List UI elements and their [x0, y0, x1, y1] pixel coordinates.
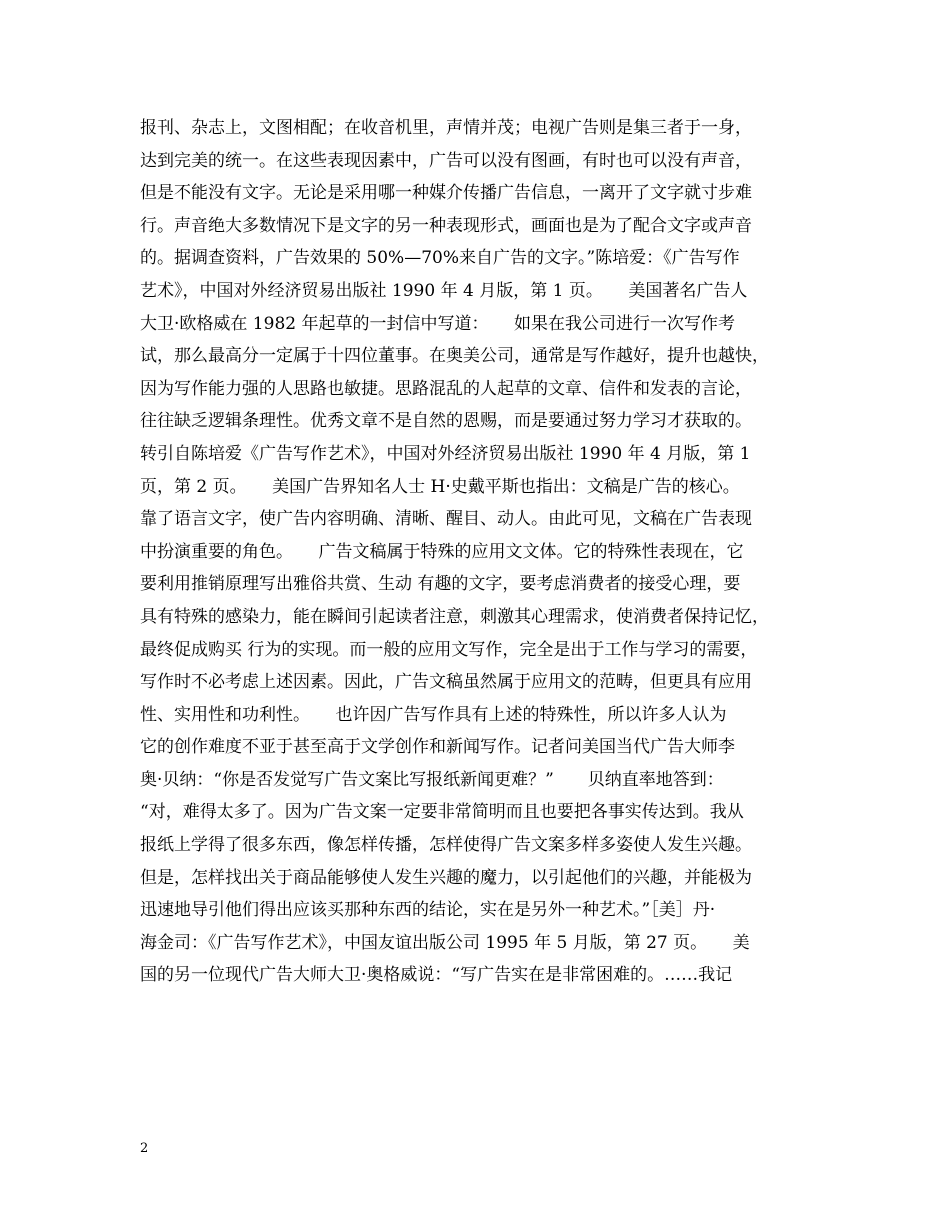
text-line: 艺术》，中国对外经济贸易出版社 1990 年 4 月版，第 1 页。 美国著名广告人: [140, 280, 748, 301]
text-line: 海金司：《广告写作艺术》，中国友谊出版公司 1995 年 5 月版，第 27 页。 美: [140, 932, 750, 953]
text-line: 但是，怎样找出关于商品能够使人发生兴趣的魔力，以引起他们的兴趣，并能极为: [140, 867, 752, 888]
text-line: 国的另一位现代广告大师大卫·奥格威说：“写广告实在是非常困难的。……我记: [140, 965, 733, 986]
text-line: 但是不能没有文字。无论是采用哪一种媒介传播广告信息，一离开了文字就寸步难: [140, 183, 752, 204]
text-line: 要利用推销原理写出雅俗共赏、生动 有趣的文字，要考虑消费者的接受心理，要: [140, 574, 741, 595]
text-line: 报刊、杂志上，文图相配；在收音机里，声情并茂；电视广告则是集三者于一身，: [140, 118, 752, 138]
body-text: [140, 112, 822, 992]
text-line: 的。据调查资料，广告效果的 50%—70%来自广告的文字。”陈培爱：《广告写作: [140, 248, 740, 269]
text-line: 往往缺乏逻辑条理性。优秀文章不是自然的恩赐，而是要通过努力学习才获取的。: [140, 411, 752, 432]
text-line: 大卫·欧格威在 1982 年起草的一封信中写道： 如果在我公司进行一次写作考: [140, 313, 735, 334]
text-line: 中扮演重要的角色。 广告文稿属于特殊的应用文文体。它的特殊性表现在，它: [140, 541, 744, 562]
text-line: 奥·贝纳：“你是否发觉写广告文案比写报纸新闻更难？” 贝纳直率地答到：: [140, 769, 724, 790]
page-number: 2: [140, 1141, 149, 1156]
text-line: 最终促成购买 行为的实现。而一般的应用文写作，完全是出于工作与学习的需要，: [140, 639, 758, 660]
text-line: 靠了语言文字，使广告内容明确、清晰、醒目、动人。由此可见，文稿在广告表现: [140, 509, 752, 530]
text-line: 迅速地导引他们得出应该买那种东西的结论，实在是另外一种艺术。”［美］丹·: [140, 900, 716, 921]
text-line: “对，难得太多了。因为广告文案一定要非常简明而且也要把各事实传达到。我从: [140, 802, 744, 823]
text-line: 报纸上学得了很多东西，像怎样传播，怎样使得广告文案多样多姿使人发生兴趣。: [140, 835, 752, 856]
text-line: 写作时不必考虑上述因素。因此，广告文稿虽然属于应用文的范畴，但更具有应用: [140, 672, 752, 693]
text-line: 因为写作能力强的人思路也敏捷。思路混乱的人起草的文章、信件和发表的言论，: [140, 378, 752, 399]
text-line: 达到完美的统一。在这些表现因素中，广告可以没有图画，有时也可以没有声音，: [140, 150, 752, 171]
text-line: 试，那么最高分一定属于十四位董事。在奥美公司，通常是写作越好，提升也越快，: [140, 346, 769, 367]
text-line: 页，第 2 页。 美国广告界知名人士 H·史戴平斯也指出：文稿是广告的核心。: [140, 476, 740, 497]
text-line: 性、实用性和功利性。 也许因广告写作具有上述的特殊性，所以许多人认为: [140, 704, 727, 725]
text-line: 具有特殊的感染力，能在瞬间引起读者注意，刺激其心理需求，使消费者保持记忆，: [140, 606, 769, 627]
text-line: 行。声音绝大多数情况下是文字的另一种表现形式，画面也是为了配合文字或声音: [140, 215, 752, 236]
text-line: 它的创作难度不亚于甚至高于文学创作和新闻写作。记者问美国当代广告大师李: [140, 737, 735, 758]
text-line: 转引自陈培爱《广告写作艺术》，中国对外经济贸易出版社 1990 年 4 月版，第 1: [140, 443, 751, 464]
